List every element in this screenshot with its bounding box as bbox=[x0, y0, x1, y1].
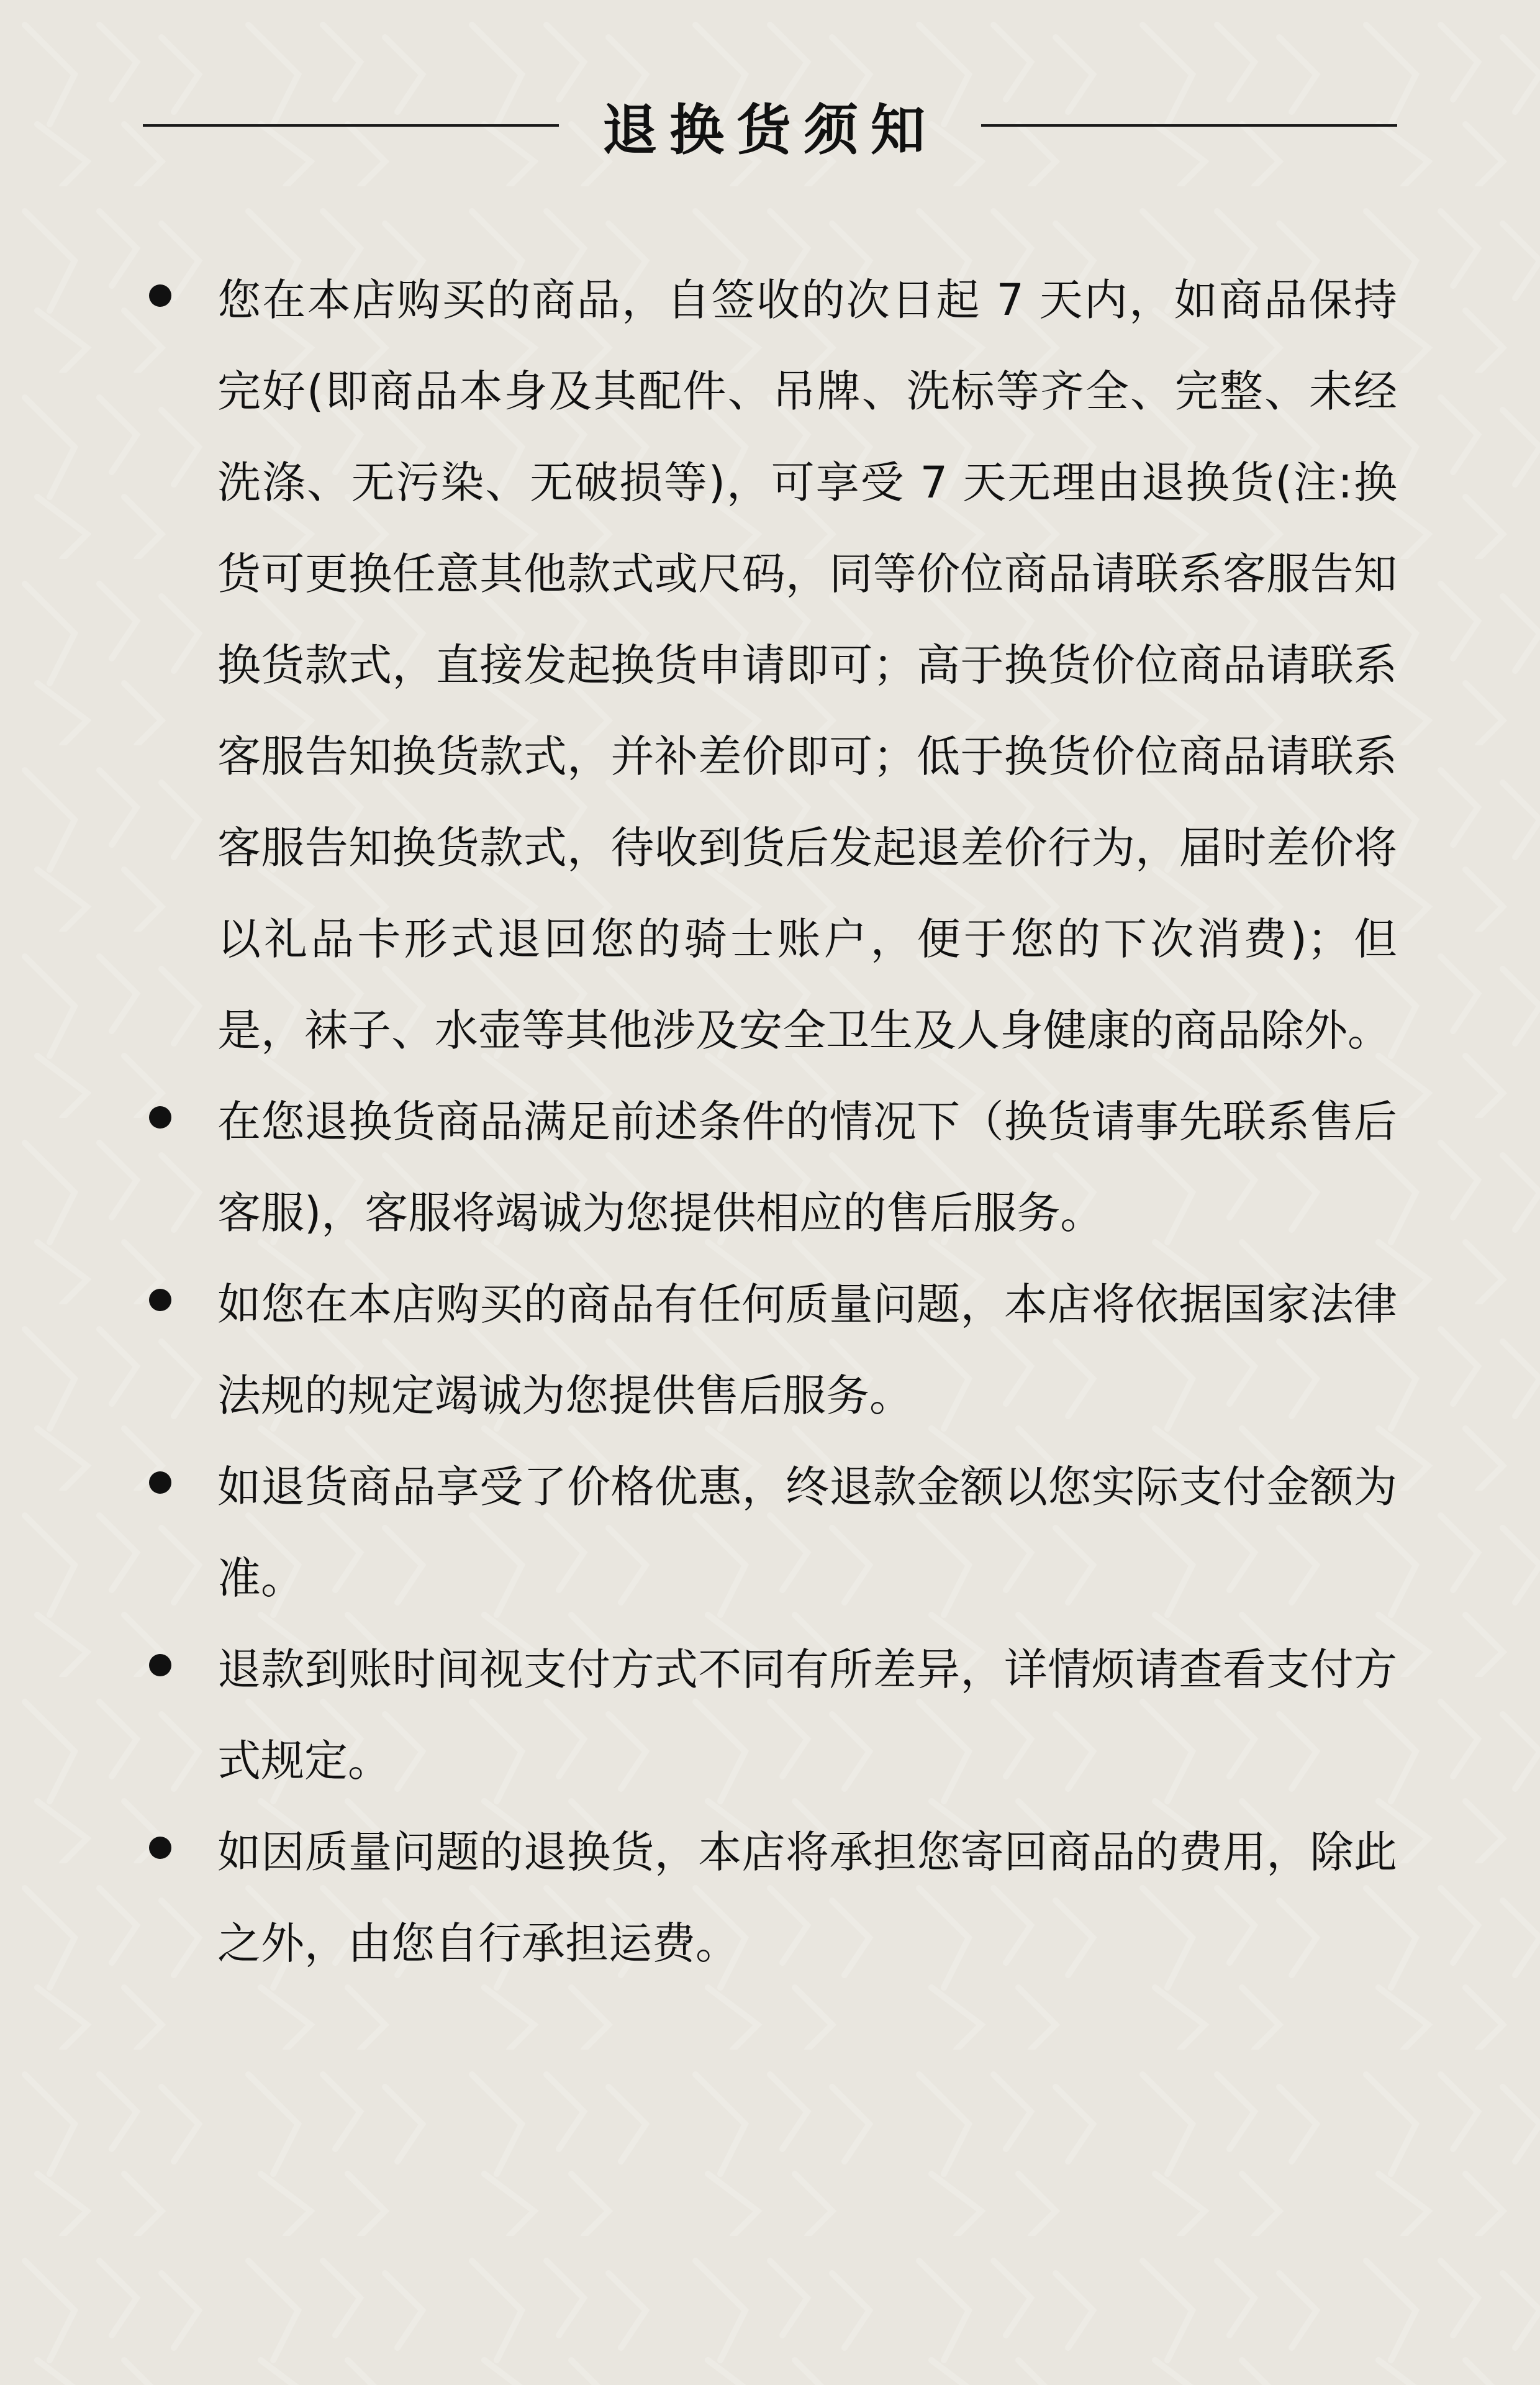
list-item-text: 如您在本店购买的商品有任何质量问题，本店将依据国家法律法规的规定竭诚为您提供售后服务。 bbox=[217, 1279, 1397, 1421]
bullet-dot-icon bbox=[149, 1654, 171, 1676]
header-line-right bbox=[981, 124, 1397, 127]
list-item-text: 您在本店购买的商品，自签收的次日起 7 天内，如商品保持完好(即商品本身及其配件、吊牌、洗标等齐全、完整、未经洗涤、无污染、无破损等)，可享受 7 天无理由退换货(注:换货可更换任意其他款式或尺码，同等价位商品请联系客服告知换货款式，直接发起换货申请即可；高于换货价位商品请联系客服告知换货款式，并补差价即可；低于换货价位商品请联系客服告知换货款式，待收到货后发起退差价行为，届时差价将以礼品卡形式退回您的骑士账户，便于您的下次消费)；但是，袜子、水壶等其他涉及安全卫生及人身健康的商品除外。 bbox=[217, 275, 1397, 1056]
list-item-text: 在您退换货商品满足前述条件的情况下（换货请事先联系售后客服)，客服将竭诚为您提供相应的售后服务。 bbox=[217, 1096, 1397, 1238]
bullet-dot-icon bbox=[149, 284, 171, 307]
bullet-dot-icon bbox=[149, 1471, 171, 1494]
list-item-text: 如退货商品享受了价格优惠，终退款金额以您实际支付金额为准。 bbox=[217, 1461, 1397, 1604]
notice-list bbox=[149, 255, 1397, 1989]
header bbox=[0, 93, 1540, 168]
list-item bbox=[149, 255, 1397, 1076]
bullet-dot-icon bbox=[149, 1106, 171, 1129]
list-item bbox=[149, 1624, 1397, 1807]
page-title: 退换货须知 bbox=[602, 98, 938, 162]
list-item-text: 退款到账时间视支付方式不同有所差异，详情烦请查看支付方式规定。 bbox=[217, 1644, 1397, 1786]
bullet-dot-icon bbox=[149, 1837, 171, 1859]
list-item bbox=[149, 1259, 1397, 1442]
list-item bbox=[149, 1076, 1397, 1259]
list-item-text: 如因质量问题的退换货，本店将承担您寄回商品的费用，除此之外，由您自行承担运费。 bbox=[217, 1827, 1397, 1969]
list-item bbox=[149, 1442, 1397, 1624]
bullet-dot-icon bbox=[149, 1289, 171, 1311]
list-item bbox=[149, 1807, 1397, 1989]
